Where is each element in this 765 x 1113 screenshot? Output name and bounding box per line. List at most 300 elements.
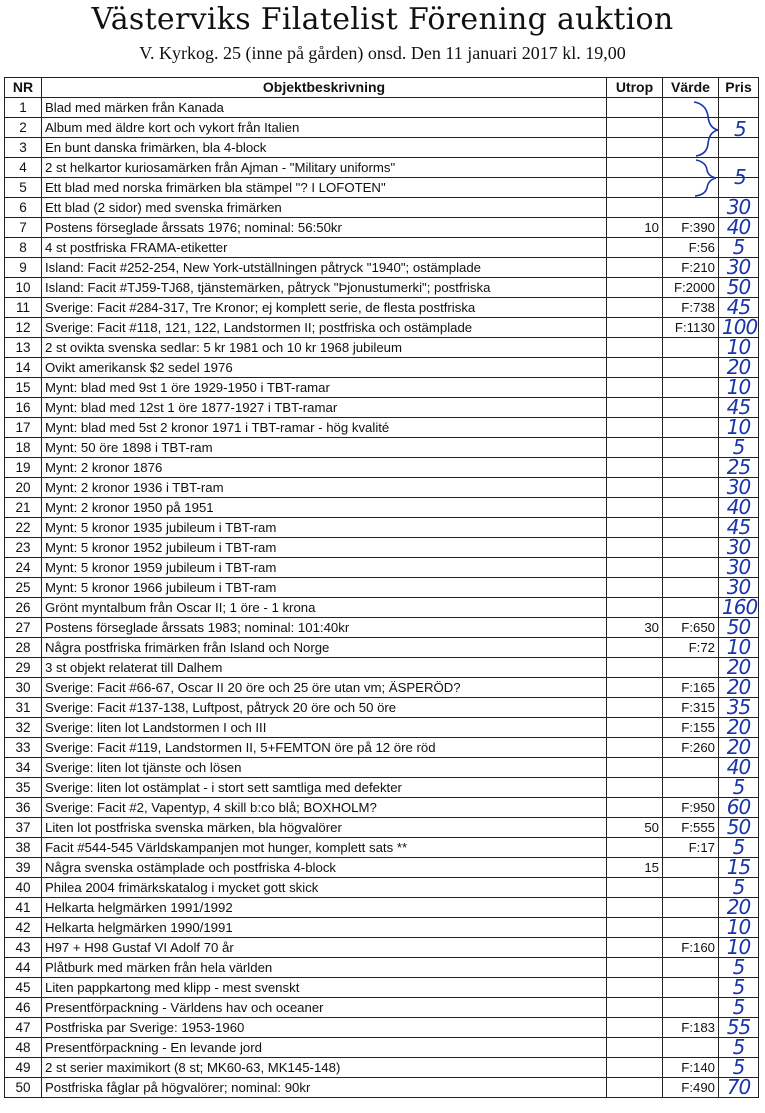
cell-nr: 13 (5, 338, 42, 358)
cell-nr: 10 (5, 278, 42, 298)
cell-nr: 27 (5, 618, 42, 638)
table-row (5, 258, 759, 278)
table-row (5, 1078, 759, 1098)
table-row (5, 938, 759, 958)
table-row (5, 918, 759, 938)
cell-desc: Sverige: liten lot Landstormen I och III (42, 718, 607, 738)
cell-utrop: 15 (607, 858, 663, 878)
table-row (5, 958, 759, 978)
cell-nr: 38 (5, 838, 42, 858)
cell-varde (663, 958, 719, 978)
cell-nr: 15 (5, 378, 42, 398)
cell-utrop (607, 498, 663, 518)
cell-pris: 10 (719, 918, 759, 938)
cell-desc: Mynt: 2 kronor 1950 på 1951 (42, 498, 607, 518)
cell-nr: 28 (5, 638, 42, 658)
cell-varde: F:2000 (663, 278, 719, 298)
cell-nr: 4 (5, 158, 42, 178)
cell-utrop (607, 178, 663, 198)
cell-desc: Sverige: Facit #118, 121, 122, Landstormen II; postfriska och ostämplade (42, 318, 607, 338)
cell-utrop (607, 158, 663, 178)
cell-pris: 5 (719, 438, 759, 458)
table-row (5, 98, 759, 118)
event-details: V. Kyrkog. 25 (inne på gården) onsd. Den 11 januari 2017 kl. 19,00 (139, 43, 626, 63)
cell-utrop (607, 118, 663, 138)
cell-utrop (607, 638, 663, 658)
cell-varde: F:315 (663, 698, 719, 718)
cell-utrop (607, 978, 663, 998)
cell-desc: Sverige: liten lot tjänste och lösen (42, 758, 607, 778)
cell-pris: 10 (719, 638, 759, 658)
table-row (5, 198, 759, 218)
table-row (5, 558, 759, 578)
cell-varde (663, 158, 719, 178)
cell-desc: Sverige: Facit #2, Vapentyp, 4 skill b:co blå; BOXHOLM? (42, 798, 607, 818)
table-row (5, 578, 759, 598)
cell-pris: 30 (719, 258, 759, 278)
cell-pris (719, 158, 759, 178)
cell-utrop (607, 698, 663, 718)
table-row (5, 238, 759, 258)
column-header-nr: NR (5, 78, 42, 98)
cell-pris: 20 (719, 678, 759, 698)
table-row (5, 418, 759, 438)
cell-nr: 36 (5, 798, 42, 818)
cell-utrop (607, 738, 663, 758)
cell-pris: 45 (719, 398, 759, 418)
cell-desc: Album med äldre kort och vykort från Italien (42, 118, 607, 138)
cell-pris: 20 (719, 738, 759, 758)
cell-utrop (607, 898, 663, 918)
cell-nr: 20 (5, 478, 42, 498)
cell-varde: F:738 (663, 298, 719, 318)
cell-desc: En bunt danska frimärken, bla 4-block (42, 138, 607, 158)
cell-utrop (607, 798, 663, 818)
cell-nr: 18 (5, 438, 42, 458)
cell-pris: 30 (719, 478, 759, 498)
cell-utrop (607, 418, 663, 438)
cell-pris (719, 118, 759, 138)
cell-desc: Sverige: liten lot ostämplat - i stort sett samtliga med defekter (42, 778, 607, 798)
cell-nr: 49 (5, 1058, 42, 1078)
cell-pris: 40 (719, 498, 759, 518)
cell-nr: 6 (5, 198, 42, 218)
cell-utrop (607, 438, 663, 458)
cell-varde (663, 338, 719, 358)
page-title: Västerviks Filatelist Förening auktion (91, 2, 674, 37)
cell-pris: 10 (719, 338, 759, 358)
cell-nr: 50 (5, 1078, 42, 1098)
cell-desc: Helkarta helgmärken 1990/1991 (42, 918, 607, 938)
cell-nr: 1 (5, 98, 42, 118)
cell-pris: 35 (719, 698, 759, 718)
cell-pris: 10 (719, 378, 759, 398)
cell-varde (663, 418, 719, 438)
cell-desc: Liten lot postfriska svenska märken, bla högvalörer (42, 818, 607, 838)
cell-desc: Sverige: Facit #137-138, Luftpost, påtryck 20 öre och 50 öre (42, 698, 607, 718)
cell-nr: 37 (5, 818, 42, 838)
table-row (5, 658, 759, 678)
table-row (5, 638, 759, 658)
cell-nr: 40 (5, 878, 42, 898)
cell-pris: 5 (719, 238, 759, 258)
cell-desc: Några svenska ostämplade och postfriska 4-block (42, 858, 607, 878)
cell-varde (663, 858, 719, 878)
cell-desc: Presentförpackning - En levande jord (42, 1038, 607, 1058)
cell-varde (663, 978, 719, 998)
table-row (5, 678, 759, 698)
cell-varde (663, 658, 719, 678)
cell-pris: 30 (719, 558, 759, 578)
auction-table (4, 77, 759, 1098)
cell-nr: 35 (5, 778, 42, 798)
cell-utrop (607, 358, 663, 378)
cell-desc: Helkarta helgmärken 1991/1992 (42, 898, 607, 918)
cell-desc: Postens förseglade årssats 1976; nominal: 56:50kr (42, 218, 607, 238)
cell-nr: 30 (5, 678, 42, 698)
cell-desc: Ett blad med norska frimärken bla stämpel "? I LOFOTEN" (42, 178, 607, 198)
cell-varde: F:140 (663, 1058, 719, 1078)
table-header-row (5, 78, 759, 98)
cell-varde (663, 198, 719, 218)
cell-desc: Ovikt amerikansk $2 sedel 1976 (42, 358, 607, 378)
table-row (5, 118, 759, 138)
cell-nr: 29 (5, 658, 42, 678)
cell-pris: 5 (719, 958, 759, 978)
cell-pris: 20 (719, 358, 759, 378)
cell-utrop (607, 758, 663, 778)
cell-nr: 33 (5, 738, 42, 758)
cell-pris: 30 (719, 578, 759, 598)
cell-desc: Blad med märken från Kanada (42, 98, 607, 118)
cell-utrop (607, 1038, 663, 1058)
cell-desc: Mynt: 5 kronor 1959 jubileum i TBT-ram (42, 558, 607, 578)
table-row (5, 338, 759, 358)
table-row (5, 378, 759, 398)
cell-varde (663, 518, 719, 538)
cell-pris: 50 (719, 618, 759, 638)
cell-pris: 50 (719, 278, 759, 298)
cell-nr: 48 (5, 1038, 42, 1058)
cell-utrop (607, 1078, 663, 1098)
cell-nr: 39 (5, 858, 42, 878)
cell-varde: F:650 (663, 618, 719, 638)
cell-utrop (607, 558, 663, 578)
cell-desc: 2 st helkartor kuriosamärken från Ajman - "Military uniforms" (42, 158, 607, 178)
cell-varde (663, 178, 719, 198)
cell-desc: Island: Facit #TJ59-TJ68, tjänstemärken, påtryck "Þjonustumerki"; postfriska (42, 278, 607, 298)
cell-varde (663, 598, 719, 618)
cell-varde (663, 538, 719, 558)
group-price-rows-4-5: 5 (734, 165, 747, 189)
cell-varde (663, 1038, 719, 1058)
cell-desc: Sverige: Facit #119, Landstormen II, 5+FEMTON öre på 12 öre röd (42, 738, 607, 758)
cell-nr: 31 (5, 698, 42, 718)
cell-desc: Mynt: 2 kronor 1876 (42, 458, 607, 478)
cell-varde (663, 998, 719, 1018)
cell-desc: Ett blad (2 sidor) med svenska frimärken (42, 198, 607, 218)
table-row (5, 818, 759, 838)
cell-varde: F:260 (663, 738, 719, 758)
cell-utrop: 30 (607, 618, 663, 638)
table-row (5, 618, 759, 638)
cell-desc: Liten pappkartong med klipp - mest svenskt (42, 978, 607, 998)
cell-utrop (607, 138, 663, 158)
cell-nr: 11 (5, 298, 42, 318)
cell-varde (663, 138, 719, 158)
cell-utrop (607, 838, 663, 858)
cell-nr: 24 (5, 558, 42, 578)
cell-varde (663, 918, 719, 938)
cell-pris: 5 (719, 878, 759, 898)
cell-varde (663, 98, 719, 118)
cell-desc: Sverige: Facit #66-67, Oscar II 20 öre och 25 öre utan vm; ÄSPERÖD? (42, 678, 607, 698)
cell-nr: 34 (5, 758, 42, 778)
cell-varde (663, 558, 719, 578)
cell-varde: F:390 (663, 218, 719, 238)
cell-utrop: 50 (607, 818, 663, 838)
cell-varde (663, 758, 719, 778)
table-row (5, 858, 759, 878)
cell-nr: 42 (5, 918, 42, 938)
cell-varde: F:183 (663, 1018, 719, 1038)
table-row (5, 1038, 759, 1058)
cell-pris (719, 98, 759, 118)
cell-utrop (607, 918, 663, 938)
table-row (5, 478, 759, 498)
cell-pris: 30 (719, 538, 759, 558)
column-header-utrop: Utrop (607, 78, 663, 98)
cell-utrop (607, 578, 663, 598)
table-row (5, 898, 759, 918)
cell-varde (663, 498, 719, 518)
table-row (5, 718, 759, 738)
table-row (5, 758, 759, 778)
cell-varde: F:1130 (663, 318, 719, 338)
cell-desc: Island: Facit #252-254, New York-utställningen påtryck "1940"; ostämplade (42, 258, 607, 278)
table-row (5, 178, 759, 198)
cell-nr: 9 (5, 258, 42, 278)
cell-utrop (607, 878, 663, 898)
cell-utrop (607, 718, 663, 738)
cell-nr: 14 (5, 358, 42, 378)
cell-nr: 8 (5, 238, 42, 258)
cell-utrop: 10 (607, 218, 663, 238)
table-row (5, 598, 759, 618)
cell-varde (663, 878, 719, 898)
cell-utrop (607, 598, 663, 618)
cell-pris: 5 (719, 1058, 759, 1078)
cell-pris: 55 (719, 1018, 759, 1038)
cell-utrop (607, 778, 663, 798)
cell-desc: Mynt: blad med 12st 1 öre 1877-1927 i TBT-ramar (42, 398, 607, 418)
cell-varde: F:155 (663, 718, 719, 738)
cell-nr: 45 (5, 978, 42, 998)
cell-pris: 70 (719, 1078, 759, 1098)
cell-desc: Facit #544-545 Världskampanjen mot hunger, komplett sats ** (42, 838, 607, 858)
table-row (5, 878, 759, 898)
cell-pris: 160 (719, 598, 759, 618)
cell-pris: 10 (719, 938, 759, 958)
cell-varde (663, 458, 719, 478)
cell-varde: F:555 (663, 818, 719, 838)
cell-utrop (607, 938, 663, 958)
cell-pris: 60 (719, 798, 759, 818)
cell-varde: F:56 (663, 238, 719, 258)
cell-nr: 19 (5, 458, 42, 478)
cell-desc: Presentförpackning - Världens hav och oceaner (42, 998, 607, 1018)
table-row (5, 998, 759, 1018)
table-row (5, 318, 759, 338)
table-row (5, 218, 759, 238)
cell-varde (663, 898, 719, 918)
cell-nr: 7 (5, 218, 42, 238)
cell-desc: 3 st objekt relaterat till Dalhem (42, 658, 607, 678)
cell-varde: F:17 (663, 838, 719, 858)
cell-pris: 50 (719, 818, 759, 838)
cell-nr: 5 (5, 178, 42, 198)
cell-desc: Sverige: Facit #284-317, Tre Kronor; ej komplett serie, de flesta postfriska (42, 298, 607, 318)
group-price-rows-1-3: 5 (734, 117, 747, 141)
table-row (5, 458, 759, 478)
cell-desc: Postfriska par Sverige: 1953-1960 (42, 1018, 607, 1038)
cell-nr: 22 (5, 518, 42, 538)
cell-desc: Mynt: blad med 5st 2 kronor 1971 i TBT-ramar - hög kvalité (42, 418, 607, 438)
cell-pris: 5 (719, 838, 759, 858)
table-row (5, 738, 759, 758)
cell-utrop (607, 1058, 663, 1078)
cell-utrop (607, 958, 663, 978)
table-row (5, 538, 759, 558)
cell-nr: 23 (5, 538, 42, 558)
cell-desc: Philea 2004 frimärkskatalog i mycket gott skick (42, 878, 607, 898)
cell-nr: 16 (5, 398, 42, 418)
table-row (5, 978, 759, 998)
cell-pris: 45 (719, 518, 759, 538)
cell-utrop (607, 398, 663, 418)
cell-utrop (607, 298, 663, 318)
cell-desc: Grönt myntalbum från Oscar II; 1 öre - 1 krona (42, 598, 607, 618)
cell-nr: 2 (5, 118, 42, 138)
cell-desc: 4 st postfriska FRAMA-etiketter (42, 238, 607, 258)
column-header-description: Objektbeskrivning (42, 78, 607, 98)
cell-utrop (607, 258, 663, 278)
cell-desc: Några postfriska frimärken från Island och Norge (42, 638, 607, 658)
table-row (5, 158, 759, 178)
cell-pris: 100 (719, 318, 759, 338)
cell-pris: 30 (719, 198, 759, 218)
cell-varde (663, 358, 719, 378)
cell-pris: 10 (719, 418, 759, 438)
table-row (5, 518, 759, 538)
cell-nr: 46 (5, 998, 42, 1018)
cell-utrop (607, 458, 663, 478)
cell-utrop (607, 238, 663, 258)
cell-varde (663, 578, 719, 598)
cell-nr: 44 (5, 958, 42, 978)
cell-varde: F:165 (663, 678, 719, 698)
cell-utrop (607, 518, 663, 538)
column-header-varde: Värde (663, 78, 719, 98)
cell-varde: F:72 (663, 638, 719, 658)
cell-desc: Mynt: 5 kronor 1966 jubileum i TBT-ram (42, 578, 607, 598)
cell-nr: 17 (5, 418, 42, 438)
cell-pris: 20 (719, 898, 759, 918)
cell-nr: 26 (5, 598, 42, 618)
cell-varde (663, 438, 719, 458)
cell-nr: 32 (5, 718, 42, 738)
cell-varde: F:490 (663, 1078, 719, 1098)
cell-pris (719, 138, 759, 158)
table-row (5, 138, 759, 158)
table-row (5, 698, 759, 718)
cell-utrop (607, 98, 663, 118)
cell-nr: 41 (5, 898, 42, 918)
table-body (5, 98, 759, 1098)
cell-pris: 40 (719, 758, 759, 778)
cell-nr: 12 (5, 318, 42, 338)
table-row (5, 498, 759, 518)
cell-varde (663, 778, 719, 798)
cell-desc: 2 st serier maximikort (8 st; MK60-63, MK145-148) (42, 1058, 607, 1078)
cell-pris (719, 178, 759, 198)
table-row (5, 798, 759, 818)
cell-varde (663, 478, 719, 498)
cell-varde: F:950 (663, 798, 719, 818)
table-row (5, 1058, 759, 1078)
cell-nr: 43 (5, 938, 42, 958)
cell-utrop (607, 378, 663, 398)
cell-utrop (607, 658, 663, 678)
table-row (5, 1018, 759, 1038)
cell-nr: 21 (5, 498, 42, 518)
cell-pris: 5 (719, 1038, 759, 1058)
cell-pris: 40 (719, 218, 759, 238)
cell-varde: F:160 (663, 938, 719, 958)
table-row (5, 838, 759, 858)
cell-pris: 20 (719, 718, 759, 738)
cell-pris: 15 (719, 858, 759, 878)
table-row (5, 278, 759, 298)
cell-desc: Mynt: 5 kronor 1952 jubileum i TBT-ram (42, 538, 607, 558)
cell-pris: 20 (719, 658, 759, 678)
cell-desc: 2 st ovikta svenska sedlar: 5 kr 1981 och 10 kr 1968 jubileum (42, 338, 607, 358)
cell-nr: 25 (5, 578, 42, 598)
cell-pris: 25 (719, 458, 759, 478)
cell-varde (663, 378, 719, 398)
cell-utrop (607, 198, 663, 218)
table-row (5, 358, 759, 378)
cell-utrop (607, 1018, 663, 1038)
cell-nr: 3 (5, 138, 42, 158)
cell-desc: Postfriska fåglar på högvalörer; nominal: 90kr (42, 1078, 607, 1098)
cell-nr: 47 (5, 1018, 42, 1038)
column-header-pris: Pris (719, 78, 759, 98)
cell-varde (663, 398, 719, 418)
cell-utrop (607, 278, 663, 298)
cell-desc: H97 + H98 Gustaf VI Adolf 70 år (42, 938, 607, 958)
cell-utrop (607, 478, 663, 498)
cell-desc: Mynt: blad med 9st 1 öre 1929-1950 i TBT-ramar (42, 378, 607, 398)
cell-pris: 5 (719, 978, 759, 998)
cell-desc: Mynt: 5 kronor 1935 jubileum i TBT-ram (42, 518, 607, 538)
table-row (5, 398, 759, 418)
cell-desc: Plåtburk med märken från hela världen (42, 958, 607, 978)
cell-utrop (607, 338, 663, 358)
cell-desc: Postens förseglade årssats 1983; nominal: 101:40kr (42, 618, 607, 638)
table-row (5, 778, 759, 798)
cell-varde: F:210 (663, 258, 719, 278)
